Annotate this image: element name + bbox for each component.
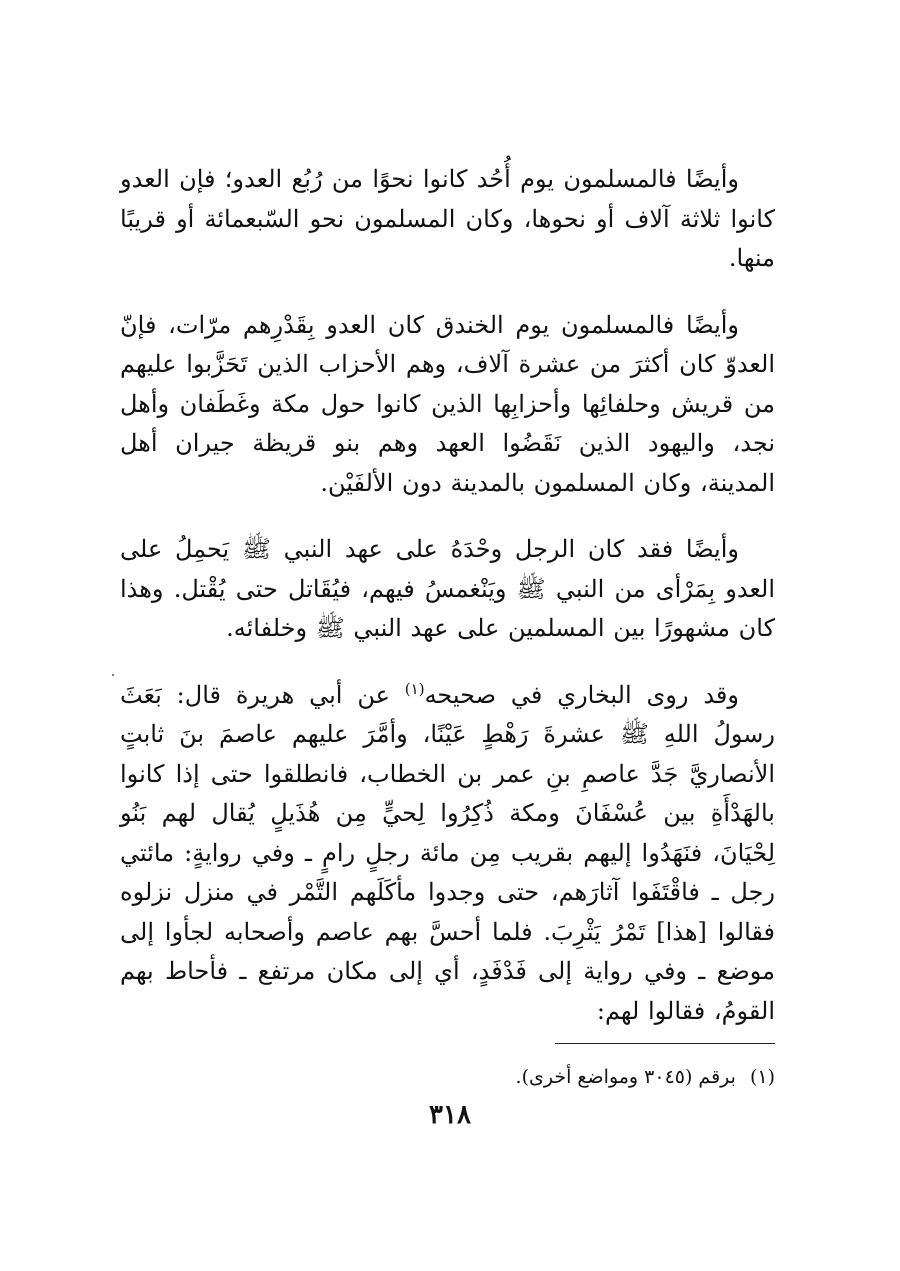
footnote [125, 1063, 775, 1091]
paragraph-bukhari-narration [120, 676, 775, 1032]
footnote-number: (١) [749, 1066, 775, 1088]
paragraph-lone-fighter: وأيضًا فقد كان الرجل وحْدَهُ على عهد النبي ﷺ يَحمِلُ على العدو بِمَرْأى من النبي ﷺ ويَنْغمسُ فيهم، فيُقَاتل حتى يُقْتل. وهذا كان مشهورًا بين المسلمين على عهد النبي ﷺ وخلفائه. [120, 535, 775, 642]
footnote-reference[interactable]: (١) [404, 679, 425, 698]
footnote-divider [555, 1043, 775, 1044]
page-number: ٣١٨ [429, 1100, 471, 1130]
paragraph-uhud: وأيضًا فالمسلمون يوم أُحُد كانوا نحوًا من رُبُع العدو؛ فإن العدو كانوا ثلاثة آلاف أو نحوها، وكان المسلمون نحو السّبعمائة أو قريبًا منها. [120, 165, 775, 272]
margin-dot [112, 674, 114, 676]
paragraph-khandaq: وأيضًا فالمسلمون يوم الخندق كان العدو بِقَدْرِهم مرّات، فإنّ العدوّ كان أكثرَ من عشرة آلاف، وهم الأحزاب الذين تَحَزَّبوا عليهم من قريش وحلفائِها وأحزابِها الذين كانوا حول مكة وغَطَفان وأهل نجد، واليهود الذين نَقَضُوا العهد وهم بنو قريظة جيران أهل المدينة، وكان المسلمون بالمدينة دون الألفَيْن. [120, 310, 775, 497]
footnote-text: برقم (٣٠٤٥ ومواضع أخرى). [515, 1066, 736, 1088]
page-body [120, 150, 775, 1058]
narration-text: عن أبي هريرة قال: بَعَثَ رسولُ اللهِ ﷺ عشرةَ رَهْطٍ عَيْنًا، وأمَّرَ عليهم عاصمَ بنَ ثابتٍ الأنصاريَّ جَدَّ عاصمِ بنِ عمر بن الخطاب، فانطلقوا حتى إذا كانوا بالهَدْأَةِ بين عُسْفَانَ ومكة ذُكِرُوا لِحيٍّ مِن هُذَيلٍ يُقال لهم بَنُو لِحْيَانَ، فنَهَدُوا إليهم بقريب مِن مائة رجلٍ رامٍ ـ وفي روايةٍ: مائتي رجل ـ فاقْتَفَوا آثارَهم، حتى وجدوا مأكَلَهم التَّمْر في منزل نزلوه فقالوا [هذا] تَمْرُ يَثْرِبَ. فلما أحسَّ بهم عاصم وأصحابه لجأوا إلى موضع ـ وفي رواية إلى فَدْفَدٍ، أي إلى مكان مرتفع ـ فأحاط بهم القومُ، فقالوا لهم: [120, 680, 776, 1025]
narration-intro: وقد روى البخاري في صحيحه [424, 680, 739, 709]
